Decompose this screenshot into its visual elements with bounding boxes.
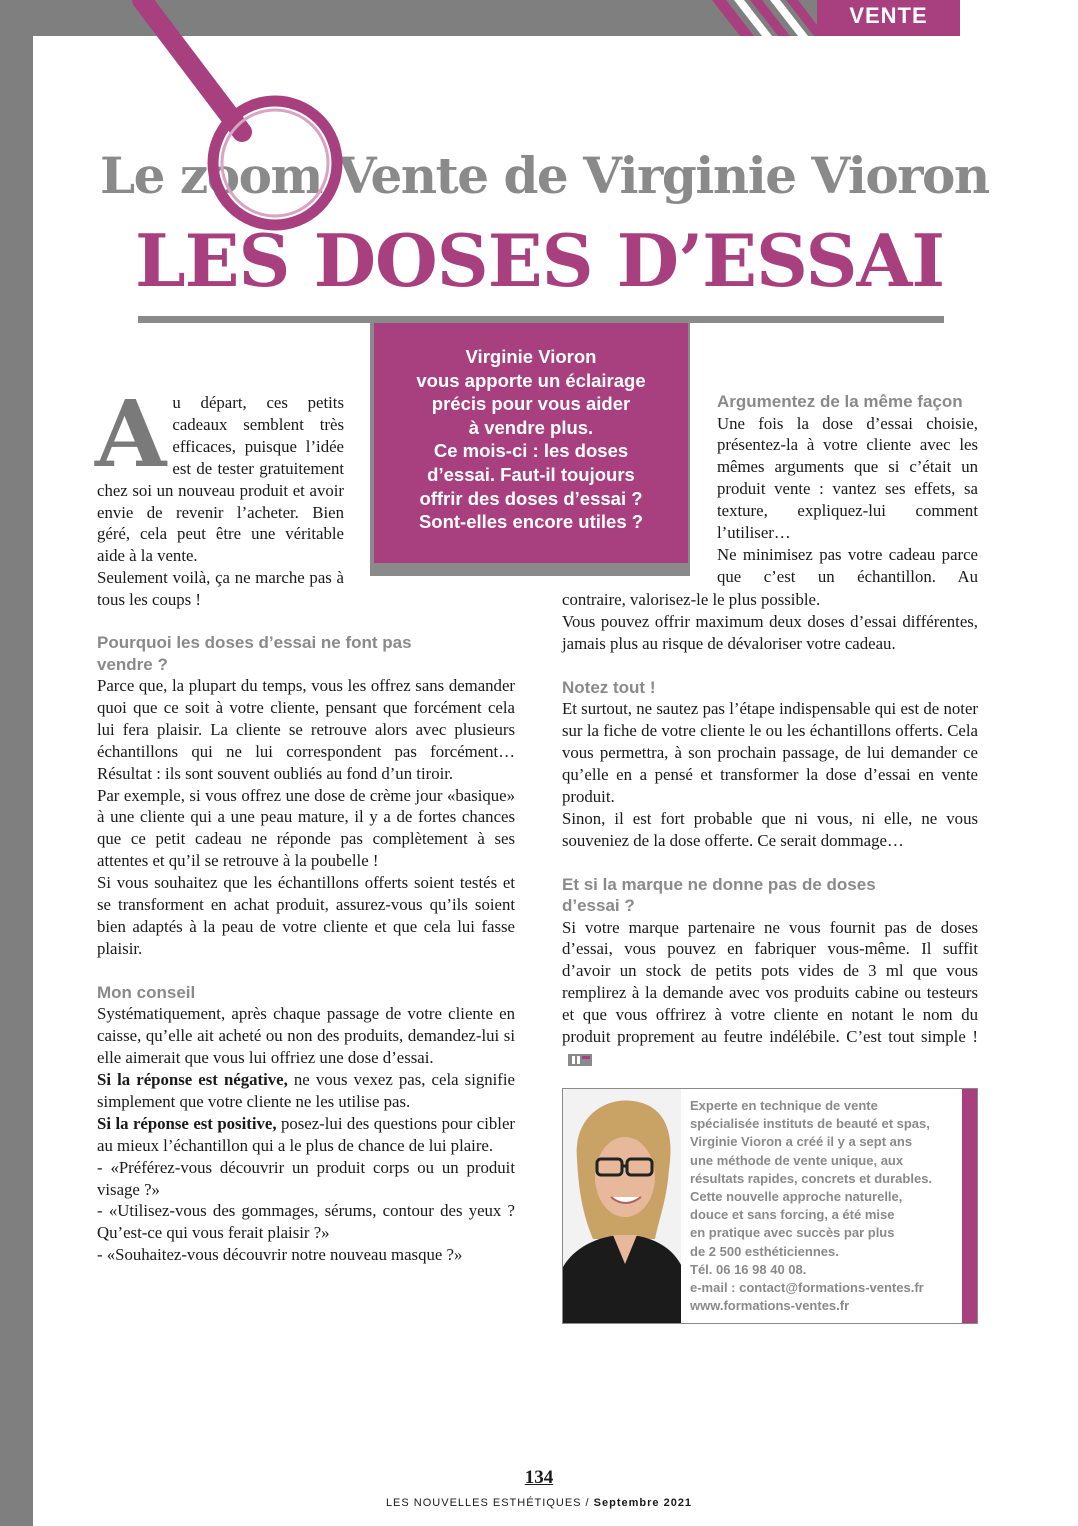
intro-line: Virginie Vioron [465, 346, 597, 367]
paragraph: Sinon, il est fort probable que ni vous, ni elle, ne vous souveniez de la dose offerte. Ce serait dommage… [562, 808, 978, 850]
footer-separator: / [581, 1497, 594, 1509]
paragraph: u départ, ces petits cadeaux semblent très efficaces, puisque l’idée est de tester gratuitement chez soi un nouveau produit et avoir envie de revenir l’acheter. Bien géré, cela peut être une véritable aide à la vente. [97, 393, 344, 566]
intro-box [374, 323, 688, 563]
bio-line: Virginie Vioron a créé il y a sept ans [690, 1134, 913, 1150]
intro-line: à vendre plus. [468, 416, 594, 438]
magnifier-icon [110, 0, 360, 240]
subheading-conseil: Mon conseil [97, 982, 196, 1002]
subheading-notez: Notez tout ! [562, 677, 656, 697]
right-column [562, 589, 978, 1070]
section-tag: VENTE [817, 0, 960, 36]
subheading-argumentez: Argumentez de la même façon [717, 392, 963, 411]
paragraph: Seulement voilà, ça ne marche pas à tous les coups ! [97, 568, 344, 610]
bio-email: e-mail : contact@formations-ventes.fr [690, 1280, 924, 1296]
intro-line: vous apporte un éclairage [416, 369, 646, 391]
bio-phone: Tél. 06 16 98 40 08. [690, 1261, 807, 1277]
intro-line: d’essai. Faut-il toujours [427, 463, 635, 485]
header-stripes [712, 0, 817, 36]
bold-lead: Si la réponse est négative, [97, 1070, 288, 1089]
right-column-top [717, 391, 978, 588]
bio-line: résultats rapides, concrets et durables. [690, 1170, 933, 1186]
paragraph: Une fois la dose d’essai choisie, présentez-la à votre cliente avec les mêmes arguments que si c’était un produit vente : vantez ses effets, sa texture, expliquez-lui comment l’utiliser… [717, 413, 978, 543]
paragraph-text: Si votre marque partenaire ne vous fournit pas de doses d’essai, vous pouvez en fabriquer vous-même. Il suffit d’avoir un stock de petits pots vides de 3 ml que vous remplirez à la demande avec vos produits cabine ou testeurs et que vous offrirez à votre cliente en notant le nom du produit proprement au feutre indélébile. C’est tout simple ! [562, 917, 978, 1047]
intro-line: Sont-elles encore utiles ? [418, 511, 644, 533]
question: - «Utilisez-vous des gommages, sérums, contour des yeux ? Qu’est-ce qui vous ferait plaisir ?» [97, 1201, 515, 1243]
paragraph: Par exemple, si vous offrez une dose de crème jour «basique» à une cliente qui a une peau mature, il y a de fortes chances que ce petit cadeau ne réponde pas complètement à ses attentes et qu’il se retrouve à la poubelle ! [97, 785, 515, 871]
drop-cap: A [95, 380, 167, 488]
paragraph: Et surtout, ne sautez pas l’étape indispensable qui est de noter sur la fiche de votre cliente le ou les échantillons offerts. Cela vous permettra, à son prochain passage, de lui demander ce qu’elle en a pensé et transformer la dose d’essai en vente produit. [562, 699, 978, 806]
bio-line: spécialisée instituts de beauté et spas, [690, 1116, 930, 1132]
paragraph [562, 917, 978, 1070]
bold-lead: Si la réponse est positive, [97, 1113, 277, 1133]
paragraph [97, 1113, 515, 1157]
page-frame-top-gap [960, 0, 1078, 36]
intro-line: offrir des doses d’essai ? [419, 487, 643, 509]
author-bio [690, 1097, 960, 1315]
bio-line: une méthode de vente unique, aux [690, 1152, 904, 1168]
paragraph: Si vous souhaitez que les échantillons offerts soient testés et se transforment en achat produit, assurez-vous qu’ils soient bien adaptés à la peau de votre cliente et que cela lui fasse plaisir. [97, 873, 515, 958]
opening-paragraph [95, 380, 344, 611]
paragraph: Ne minimisez pas votre cadeau parce que c’est un échantillon. Au [717, 544, 978, 586]
bio-line: en pratique avec succès par plus [690, 1225, 895, 1241]
subheading-marque: Et si la marque ne donne pas de doses d’essai ? [562, 874, 876, 916]
intro-line: Ce mois-ci : les doses [433, 440, 629, 462]
bio-line: Cette nouvelle approche naturelle, [690, 1189, 903, 1205]
paragraph: contraire, valorisez-le le plus possible. [562, 590, 821, 609]
bio-accent-bar [962, 1089, 977, 1323]
paragraph: Vous pouvez offrir maximum deux doses d’essai différentes, jamais plus au risque de dévaloriser votre cadeau. [562, 611, 978, 653]
issue-date: Septembre 2021 [593, 1497, 693, 1509]
subheading-pourquoi: Pourquoi les doses d’essai ne font pas vendre ? [97, 633, 412, 674]
article-title: LES DOSES D’ESSAI [135, 218, 944, 303]
paragraph: Parce que, la plupart du temps, vous les offrez sans demander quoi que ce soit à votre cliente, pensant que forcément cela lui fera plaisir. La cliente se retrouve alors avec plusieurs échantillons qui ne lui correspondent pas forcément… Résultat : ils sont souvent oubliés au fond d’un tiroir. [97, 676, 515, 783]
bio-website: www.formations-ventes.fr [690, 1298, 850, 1314]
footer-line [300, 1497, 778, 1509]
paragraph [97, 1069, 515, 1113]
question: - «Souhaitez-vous découvrir notre nouveau masque ?» [97, 1245, 463, 1265]
zoom-title: Le zoom Vente de Virginie Vioron [100, 146, 989, 205]
intro-line: précis pour vous aider [431, 393, 631, 415]
paragraph-text: ne vous vexez pas, cela signifie simplement que votre cliente ne les utilise pas. [97, 1070, 515, 1111]
question: - «Préférez-vous découvrir un produit corps ou un produit visage ?» [97, 1157, 515, 1199]
bio-line: Experte en technique de vente [690, 1098, 878, 1113]
bio-line: douce et sans forcing, a été mise [690, 1207, 895, 1223]
author-photo [563, 1089, 681, 1323]
page-frame-left [0, 0, 33, 1526]
left-column [97, 632, 515, 1266]
paragraph-text: posez-lui des questions pour cibler au mieux l’échantillon qui a le plus de chance de lui plaire. [97, 1113, 515, 1155]
paragraph: Systématiquement, après chaque passage de votre cliente en caisse, qu’elle ait acheté ou non des produits, demandez-lui si elle aimerait que vous lui offriez une dose d’essai. [97, 1004, 515, 1068]
page-number: 134 [524, 1467, 554, 1488]
title-rule [138, 316, 944, 323]
magazine-name: LES NOUVELLES ESTHÉTIQUES [385, 1497, 582, 1509]
bio-line: de 2 500 esthéticiennes. [690, 1243, 839, 1259]
end-mark-icon [568, 1054, 592, 1066]
